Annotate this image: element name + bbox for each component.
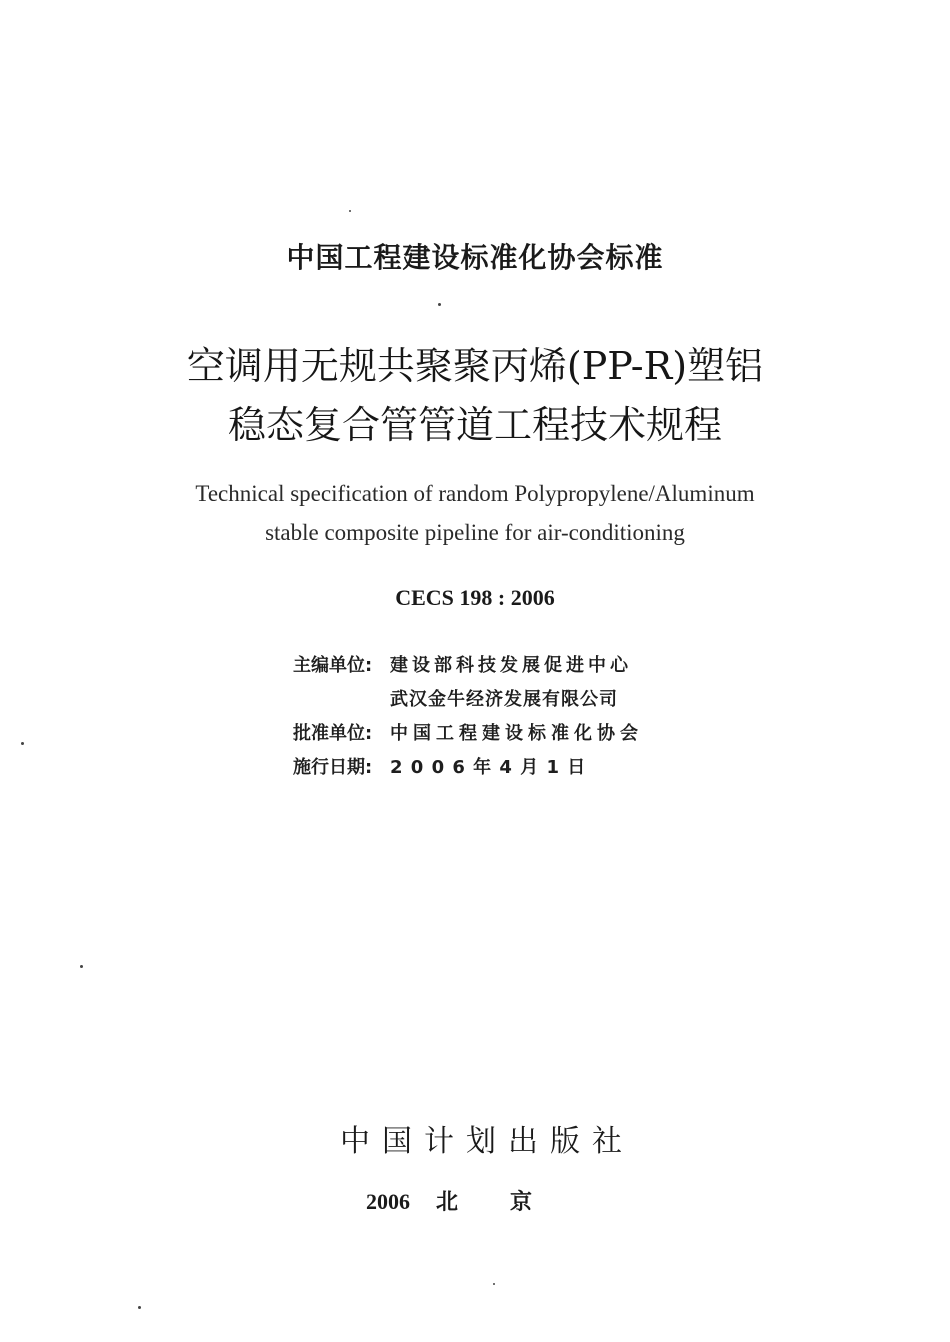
effective-date: 2 0 0 6 年 4 月 1 日: [390, 757, 587, 778]
scan-speck: [21, 742, 24, 745]
english-title-line-1: Technical specification of random Polypropylene/Aluminum: [195, 481, 755, 506]
series-title: 中国工程建设标准化协会标准: [286, 241, 664, 274]
editor-label: 主编单位:: [293, 655, 373, 676]
scan-speck: [438, 303, 441, 306]
english-title-line-2: stable composite pipeline for air-conditioning: [265, 520, 685, 545]
chinese-title-line-2: 稳态复合管管道工程技术规程: [227, 403, 722, 447]
editor-unit-1: 建设部科技发展促进中心: [390, 655, 632, 676]
scan-speck: [138, 1306, 141, 1309]
publication-line: [0, 1185, 950, 1216]
standard-code: CECS 198 : 2006: [395, 585, 555, 610]
publication-city: 北京: [435, 1189, 584, 1214]
publication-year: 2006: [365, 1189, 410, 1214]
editor-unit-2: 武汉金牛经济发展有限公司: [390, 689, 618, 710]
scan-speck: [349, 210, 351, 212]
approver-unit: 中国工程建设标准化协会: [390, 723, 643, 744]
effective-date-label: 施行日期:: [293, 757, 373, 778]
scan-speck: [80, 965, 83, 968]
chinese-title-line-1: 空调用无规共聚聚丙烯(PP-R)塑铝: [186, 344, 764, 388]
publisher: 中国计划出版社: [340, 1124, 634, 1159]
approver-label: 批准单位:: [293, 723, 373, 744]
scan-speck: [493, 1283, 495, 1285]
